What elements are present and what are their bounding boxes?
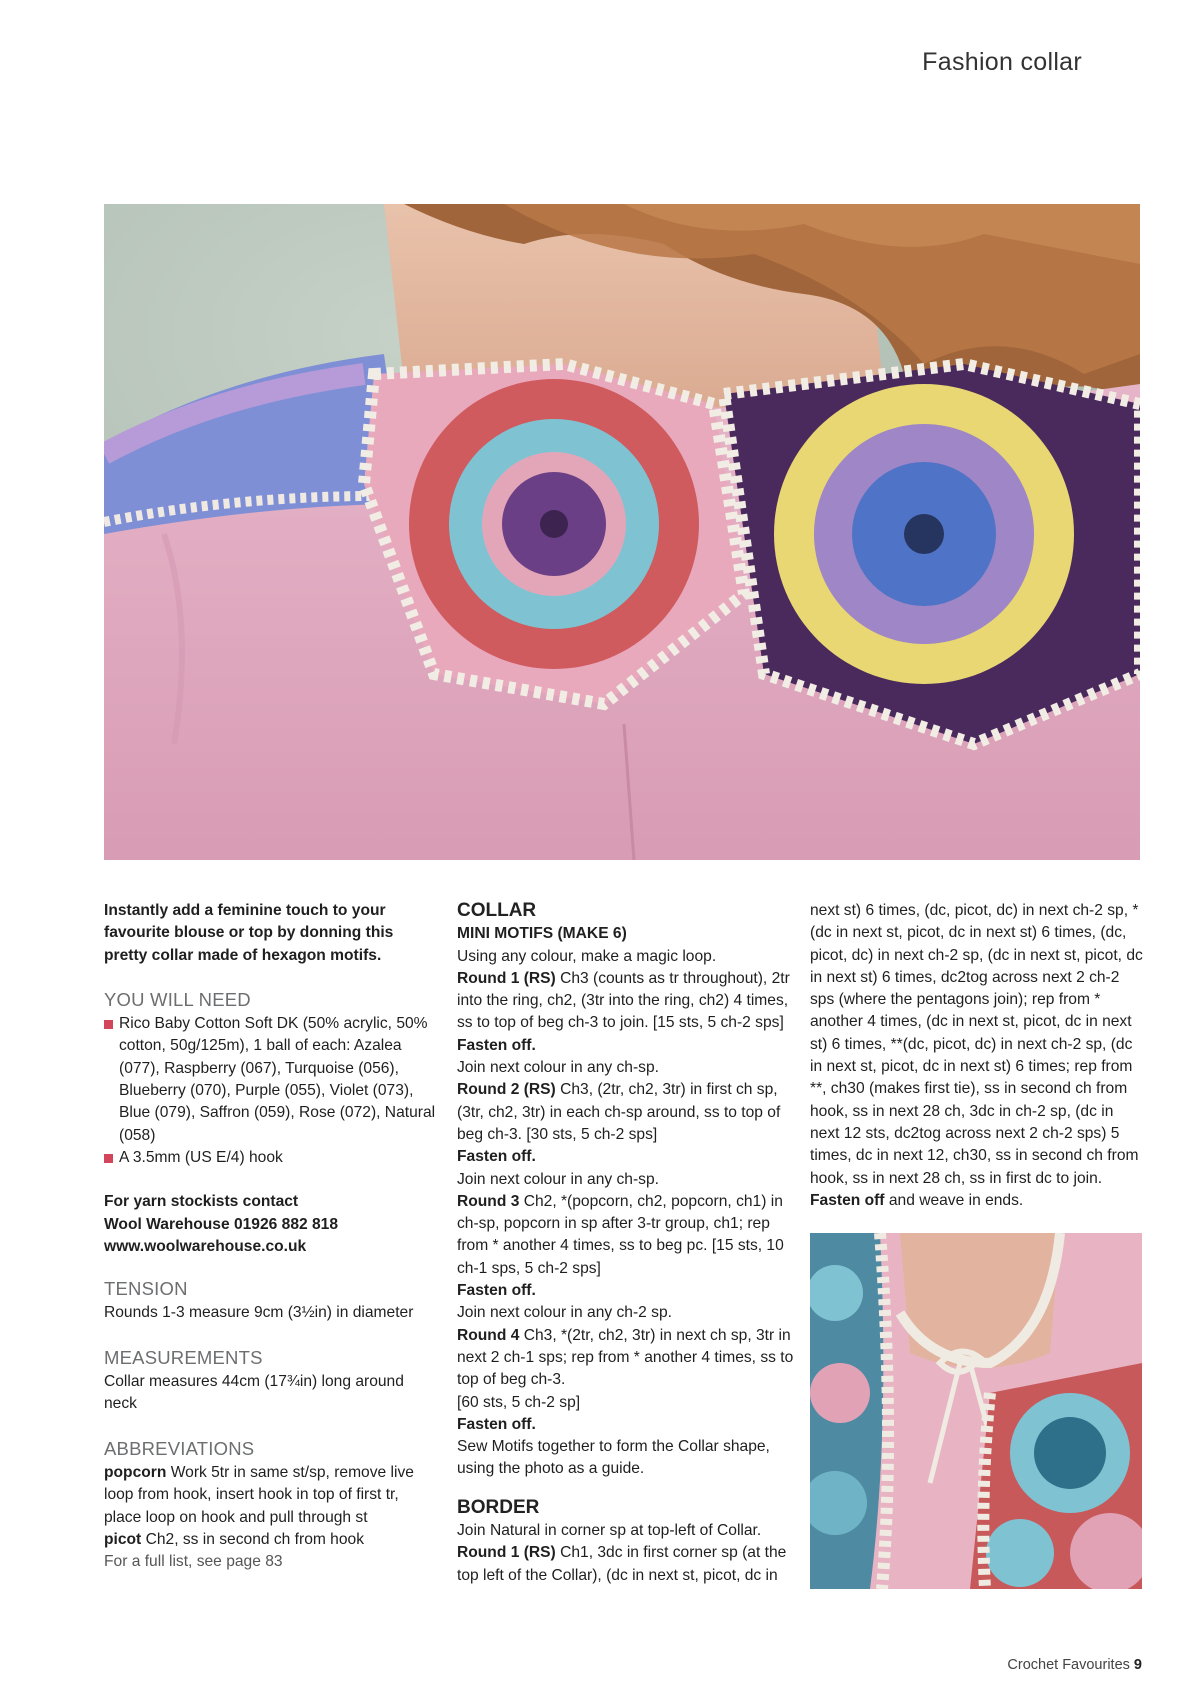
square-bullet-icon bbox=[104, 1154, 113, 1163]
round-text: Ch3 (counts as tr throughout), 2tr into the ring, ch2, (3tr into the ring, ch2) 4 times, ss to top of beg ch-3 to join. [15 sts, 5 ch-2 sps] bbox=[457, 969, 790, 1032]
border-round-1-continued: next st) 6 times, (dc, picot, dc) in next ch-2 sp, *(dc in next st, picot, dc in next st) 6 times, (dc, picot, dc) in next ch-2 sp, (dc in next st, picot, dc in next st) 6 times, dc2tog across next 2 ch-2 sps (where the pentagons join); rep from * another 4 times, (dc in next st, picot, dc in next st) 6 times, **(dc, picot, dc) in next ch-2 sp, (dc in next st, picot, dc in next st) 6 times; rep from **, ch30 (makes first tie), ss in second ch from hook, ss in next 28 ch, 3dc in ch-2 sp, (dc in next 12 sts, dc2tog across next 2 ch-2 sps) 5 times, dc in next 12, ch30, ss in second ch from hook, ss in next 28 ch, ss in first dc to join. bbox=[810, 902, 1143, 1187]
round-text: Ch2, *(popcorn, ch2, popcorn, ch1) in ch-sp, popcorn in sp after 3-tr group, ch1; rep from * another 4 times, ss to beg pc. [15 sts, 10 ch-1 sps, 5 ch-2 sps] bbox=[457, 1192, 784, 1277]
materials-item-text: A 3.5mm (US E/4) hook bbox=[119, 1148, 283, 1166]
fasten-off-label: Fasten off bbox=[457, 1036, 532, 1054]
round-2-instruction bbox=[457, 1079, 797, 1146]
materials-item bbox=[104, 1013, 436, 1147]
sew-instruction: Sew Motifs together to form the Collar shape, using the photo as a guide. bbox=[457, 1438, 770, 1478]
measurements-text: Collar measures 44cm (17¾in) long around neck bbox=[104, 1373, 404, 1413]
stockists-website: www.woolwarehouse.co.uk bbox=[104, 1237, 307, 1255]
join-instruction: Join next colour in any ch-2 sp. bbox=[457, 1304, 672, 1322]
join-instruction: Join next colour in any ch-sp. bbox=[457, 1170, 659, 1188]
column-middle bbox=[457, 900, 797, 1587]
abbreviation-term: picot bbox=[104, 1530, 142, 1548]
round-label: Round 1 (RS) bbox=[457, 1544, 556, 1562]
border-join-instruction: Join Natural in corner sp at top-left of Collar. bbox=[457, 1522, 762, 1540]
round-4-count: [60 sts, 5 ch-2 sp] bbox=[457, 1393, 581, 1411]
page-footer bbox=[1007, 1657, 1142, 1673]
fasten-off-label: Fasten off bbox=[457, 1415, 532, 1433]
abbreviation-term: popcorn bbox=[104, 1463, 167, 1481]
materials-list bbox=[104, 1013, 436, 1169]
border-round-1-instruction bbox=[457, 1542, 797, 1587]
fasten-off-label: Fasten off bbox=[457, 1282, 532, 1300]
abbreviations-section bbox=[104, 1438, 436, 1574]
abbreviation-definition: Work 5tr in same st/sp, remove live loop from hook, insert hook in top of first tr, place loop on hook and pull through st bbox=[104, 1463, 414, 1526]
fasten-off-instruction: Fasten off. bbox=[457, 1282, 536, 1300]
tension-text: Rounds 1-3 measure 9cm (3½in) in diameter bbox=[104, 1304, 414, 1322]
collar-heading: COLLAR bbox=[457, 900, 537, 921]
hero-photo bbox=[104, 204, 1140, 860]
round-text: Ch3, *(2tr, ch2, 3tr) in next ch sp, 3tr in next 2 ch-1 sps; rep from * another 4 times, ss to top of beg ch-3. bbox=[457, 1326, 794, 1389]
abbreviation-entry bbox=[104, 1462, 436, 1529]
round-1-instruction bbox=[457, 968, 797, 1035]
column-left bbox=[104, 900, 436, 1595]
stockists-line: For yarn stockists contact bbox=[104, 1193, 299, 1211]
square-bullet-icon bbox=[104, 1020, 113, 1029]
fasten-off-text: and weave in ends. bbox=[884, 1191, 1024, 1209]
round-label: Round 2 (RS) bbox=[457, 1081, 556, 1099]
round-4-instruction bbox=[457, 1325, 797, 1392]
fasten-off-instruction: Fasten off. bbox=[457, 1415, 536, 1433]
you-will-need-heading: YOU WILL NEED bbox=[104, 988, 251, 1010]
materials-item-text: Rico Baby Cotton Soft DK (50% acrylic, 50% cotton, 50g/125m), 1 ball of each: Azalea (077), Raspberry (067), Turquoise (056), Blueberry (070), Purple (055), Violet (073), Blue (079), Saffron (059), Rose (072), Natural (058) bbox=[119, 1015, 436, 1144]
round-3-instruction bbox=[457, 1191, 797, 1280]
tension-heading: TENSION bbox=[104, 1278, 188, 1300]
abbreviations-heading: ABBREVIATIONS bbox=[104, 1437, 255, 1459]
inset-photo bbox=[810, 1233, 1142, 1589]
you-will-need-section bbox=[104, 989, 436, 1169]
collar-intro: Using any colour, make a magic loop. bbox=[457, 947, 717, 965]
border-fasten-instruction bbox=[810, 1190, 1146, 1212]
abbreviation-entry bbox=[104, 1529, 436, 1551]
round-text: Ch1, 3dc in first corner sp (at the top left of the Collar), (dc in next st, picot, dc in bbox=[457, 1544, 787, 1584]
page-header-title: Fashion collar bbox=[922, 48, 1082, 76]
round-text: Ch3, (2tr, ch2, 3tr) in first ch sp, (3tr, ch2, 3tr) in each ch-sp around, ss to top of beg ch-3. [30 sts, 5 ch-2 sps] bbox=[457, 1081, 781, 1143]
stockists-line: Wool Warehouse 01926 882 818 bbox=[104, 1215, 339, 1233]
fasten-off-label: Fasten off bbox=[457, 1148, 532, 1166]
column-right bbox=[810, 900, 1146, 1212]
stockists-contact bbox=[104, 1191, 436, 1258]
abbreviations-note: For a full list, see page 83 bbox=[104, 1553, 283, 1571]
join-instruction: Join next colour in any ch-sp. bbox=[457, 1059, 659, 1077]
intro-text: Instantly add a feminine touch to your favourite blouse or top by donning this pretty collar made of hexagon motifs. bbox=[104, 902, 394, 964]
fasten-off-label: Fasten off bbox=[810, 1191, 885, 1209]
round-label: Round 3 bbox=[457, 1192, 520, 1210]
magazine-name: Crochet Favourites bbox=[1007, 1657, 1130, 1673]
round-label: Round 1 (RS) bbox=[457, 969, 556, 987]
mini-motifs-heading: MINI MOTIFS (MAKE 6) bbox=[457, 925, 627, 943]
materials-item bbox=[104, 1147, 436, 1169]
measurements-heading: MEASUREMENTS bbox=[104, 1346, 263, 1368]
abbreviation-definition: Ch2, ss in second ch from hook bbox=[141, 1530, 365, 1548]
fasten-off-instruction: Fasten off. bbox=[457, 1036, 536, 1054]
fasten-off-instruction: Fasten off. bbox=[457, 1148, 536, 1166]
round-label: Round 4 bbox=[457, 1326, 520, 1344]
measurements-section bbox=[104, 1347, 436, 1416]
page-number: 9 bbox=[1133, 1657, 1142, 1673]
border-heading: BORDER bbox=[457, 1496, 540, 1518]
tension-section bbox=[104, 1278, 436, 1325]
